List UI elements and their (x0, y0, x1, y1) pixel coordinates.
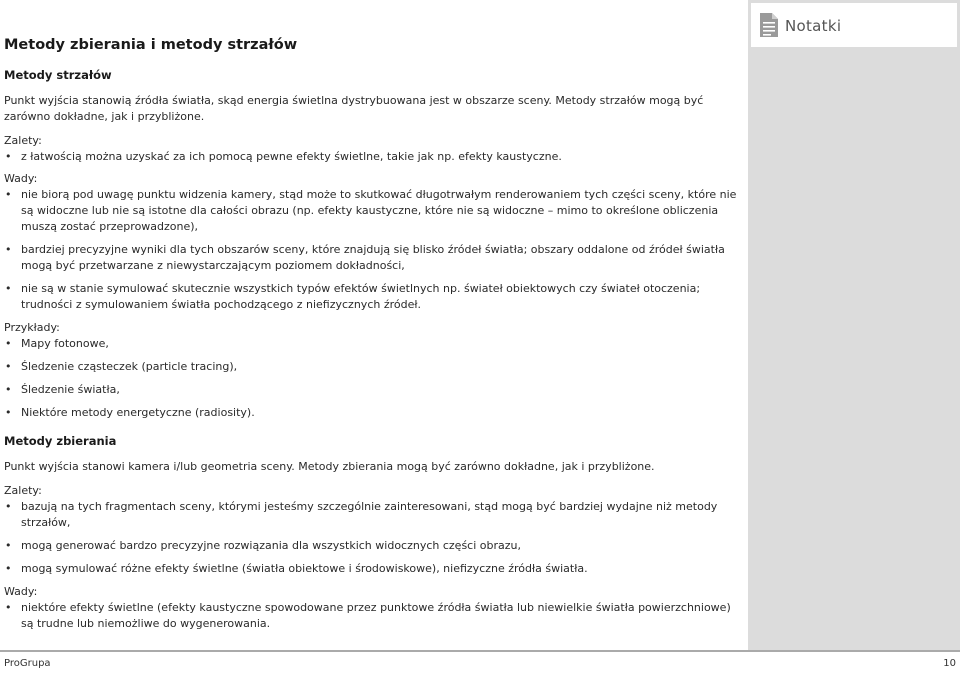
list-item: • z łatwością można uzyskać za ich pomocą pewne efekty świetlne, takie jak np. efekty kaustyczne. (5, 150, 562, 163)
bullet: • (5, 188, 12, 201)
document-content (4, 29, 740, 638)
list-item: • Mapy fotonowe, (5, 337, 109, 350)
list-item: • mogą symulować różne efekty świetlne (światła obiektowe i środowiskowe), niefizyczne źródła światła. (5, 562, 588, 575)
footer-company: ProGrupa (4, 658, 51, 669)
bullet: • (5, 539, 12, 552)
bullet: • (5, 337, 12, 350)
list-item: • nie biorą pod uwagę punktu widzenia kamery, stąd może to skutkować długotrwałym renderowaniem tych części sceny, które nie są widoczne lub nie są istotne dla całości obrazu (np. efekty kaustyczne, które nie są widoczne – mimo to określone obliczenia muszą zostać przeprowadzone), (5, 188, 737, 233)
bullet: • (5, 562, 12, 575)
list-item: • niektóre efekty świetlne (efekty kaustyczne spowodowane przez punktowe źródła światła lub niewielkie światła powierzchniowe) są trudne lub niemożliwe do wygenerowania. (5, 601, 731, 630)
list-item: • Śledzenie światła, (5, 383, 120, 396)
list-item: • bazują na tych fragmentach sceny, którymi jesteśmy szczególnie zainteresowani, stąd mogą być bardziej wydajne niż metody strzałów, (5, 500, 718, 529)
list-item: • nie są w stanie symulować skutecznie wszystkich typów efektów świetlnych np. świateł obiektowych czy świateł otoczenia; trudności z symulowaniem światła pochodzącego z niefizycznych źródeł. (5, 282, 701, 311)
bullet: • (5, 406, 12, 419)
bullet: • (5, 360, 12, 373)
gathering-cons-label: Wady: (4, 585, 38, 598)
notes-panel (748, 0, 960, 650)
section-heading-gathering: Metody zbierania (4, 434, 117, 448)
shooting-pros-label: Zalety: (4, 134, 42, 147)
bullet: • (5, 243, 12, 256)
shooting-cons-label: Wady: (4, 172, 38, 185)
notes-title: Notatki (785, 17, 842, 35)
shooting-intro: Punkt wyjścia stanowią źródła światła, skąd energia świetlna dystrybuowana jest w obszarze sceny. Metody strzałów mogą być zarówno dokładne, jak i przybliżone. (4, 94, 704, 123)
list-item: • Śledzenie cząsteczek (particle tracing), (5, 360, 238, 373)
list-item: • bardziej precyzyjne wyniki dla tych obszarów sceny, które znajdują się blisko źródeł światła; obszary oddalone od źródeł światła mogą być przetwarzane z niewystarczającym poziomem dokładności, (5, 243, 725, 272)
page-number: 10 (943, 658, 956, 669)
shooting-cons-list (4, 187, 740, 313)
gathering-intro: Punkt wyjścia stanowi kamera i/lub geometria sceny. Metody zbierania mogą być zarówno dokładne, jak i przybliżone. (4, 460, 655, 473)
list-item: • Niektóre metody energetyczne (radiosity). (5, 406, 255, 419)
shooting-examples-list (4, 336, 740, 421)
shooting-examples-label: Przykłady: (4, 321, 60, 334)
gathering-pros-label: Zalety: (4, 484, 42, 497)
document-icon (759, 12, 779, 38)
footer-divider (0, 650, 960, 652)
list-item: • mogą generować bardzo precyzyjne rozwiązania dla wszystkich widocznych części obrazu, (5, 539, 522, 552)
section-heading-shooting: Metody strzałów (4, 68, 112, 82)
bullet: • (5, 500, 12, 513)
notes-header (751, 3, 957, 47)
bullet: • (5, 150, 12, 163)
gathering-pros-list (4, 499, 740, 577)
shooting-pros-list (4, 149, 740, 165)
gathering-cons-list (4, 600, 740, 632)
bullet: • (5, 282, 12, 295)
bullet: • (5, 383, 12, 396)
page-title: Metody zbierania i metody strzałów (4, 37, 298, 53)
bullet: • (5, 601, 12, 614)
